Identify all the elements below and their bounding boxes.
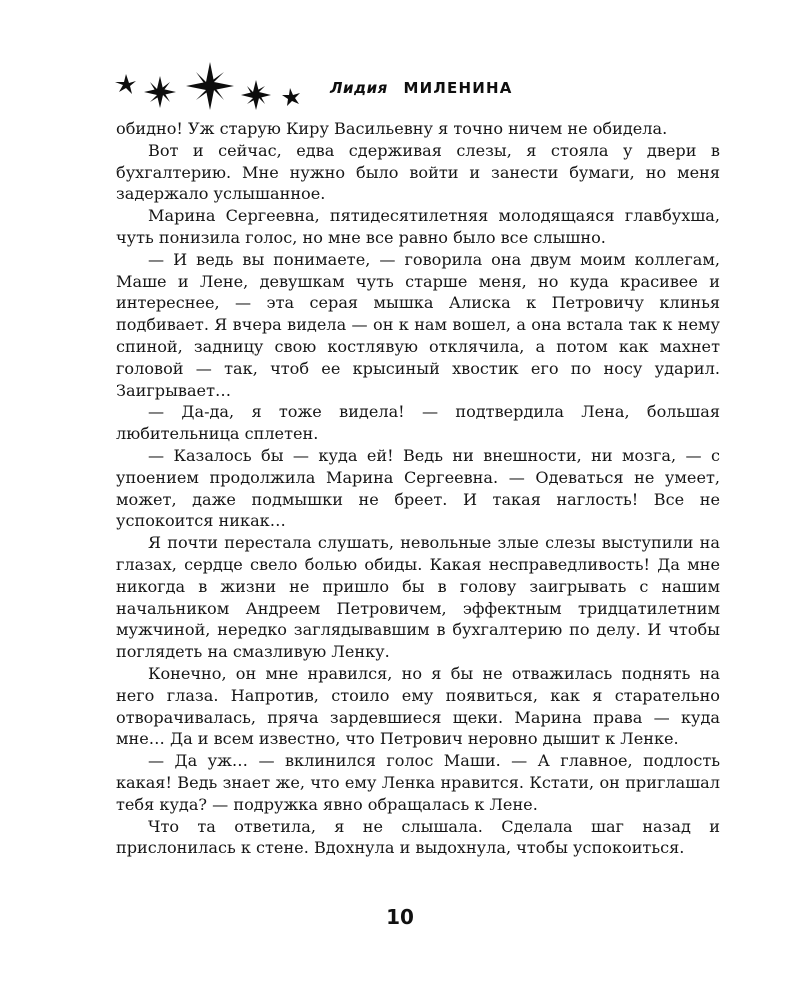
paragraph: — И ведь вы понимаете, — говорила она двум моим коллегам, Маше и Лене, девушкам чуть старше меня, но куда красивее и интереснее, — эта серая мышка Алиска к Петровичу клинья подбивает. Я вчера видела — он к нам вошел, а она встала так к нему спиной, задницу свою костлявую отклячила, а потом как махнет головой — так, чтоб ее крысиный хвостик его по носу ударил. Заигрывает… [116,249,720,400]
star-small-left-icon [115,74,136,94]
author-name [330,79,513,97]
running-header [112,62,632,112]
paragraph: — Да-да, я тоже видела! — подтвердила Лена, большая любительница сплетен. [116,402,720,444]
paragraph: Что та ответила, я не слышала. Сделала шаг назад и прислонилась к стене. Вдохнула и выдохнула, чтобы успокоиться. [116,816,720,858]
paragraph: Конечно, он мне нравился, но я бы не отважилась поднять на него глаза. Напротив, стоило ему появиться, как я старательно отворачивалась, пряча зардевшиеся щеки. Марина права — куда мне… Да и всем известно, что Петрович неровно дышит к Ленке. [116,663,720,749]
star-medium-right-icon [241,80,271,110]
paragraph: Вот и сейчас, едва сдерживая слезы, я стояла у двери в бухгалтерию. Мне нужно было войти и занести бумаги, но меня задержало услышанное. [116,140,720,204]
paragraph: Я почти перестала слушать, невольные злые слезы выступили на глазах, сердце свело болью обиды. Какая несправедливость! Да мне никогда в жизни не пришло бы в голову заигрывать с нашим начальником Андреем Петровичем, эффектным тридцатилетним мужчиной, нередко заглядывавшим в бухгалтерию по делу. И чтобы поглядеть на смазливую Ленку. [116,533,720,662]
page-body-text [116,118,720,859]
paragraph: Марина Сергеевна, пятидесятилетняя молодящаяся главбухша, чуть понизила голос, но мне все равно было все слышно. [116,206,720,247]
author-last-name: МИЛЕНИНА [403,79,513,97]
star-large-icon [186,62,234,110]
star-ornament-icon [112,62,312,112]
star-small-right-icon [282,88,300,106]
paragraph: обидно! Уж старую Киру Васильевну я точно ничем не обидела. [116,119,668,138]
star-medium-icon [144,76,176,108]
author-first-name: Лидия [330,79,388,97]
paragraph: — Казалось бы — куда ей! Ведь ни внешности, ни мозга, — с упоением продолжила Марина Сергеевна. — Одеваться не умеет, может, даже подмышки не бреет. И такая наглость! Все не успокоится никак… [116,445,720,531]
paragraph: — Да уж… — вклинился голос Маши. — А главное, подлость какая! Ведь знает же, что ему Ленка нравится. Кстати, он приглашал тебя куда? — подружка явно обращалась к Лене. [116,751,720,814]
page-number: 10 [386,905,414,929]
